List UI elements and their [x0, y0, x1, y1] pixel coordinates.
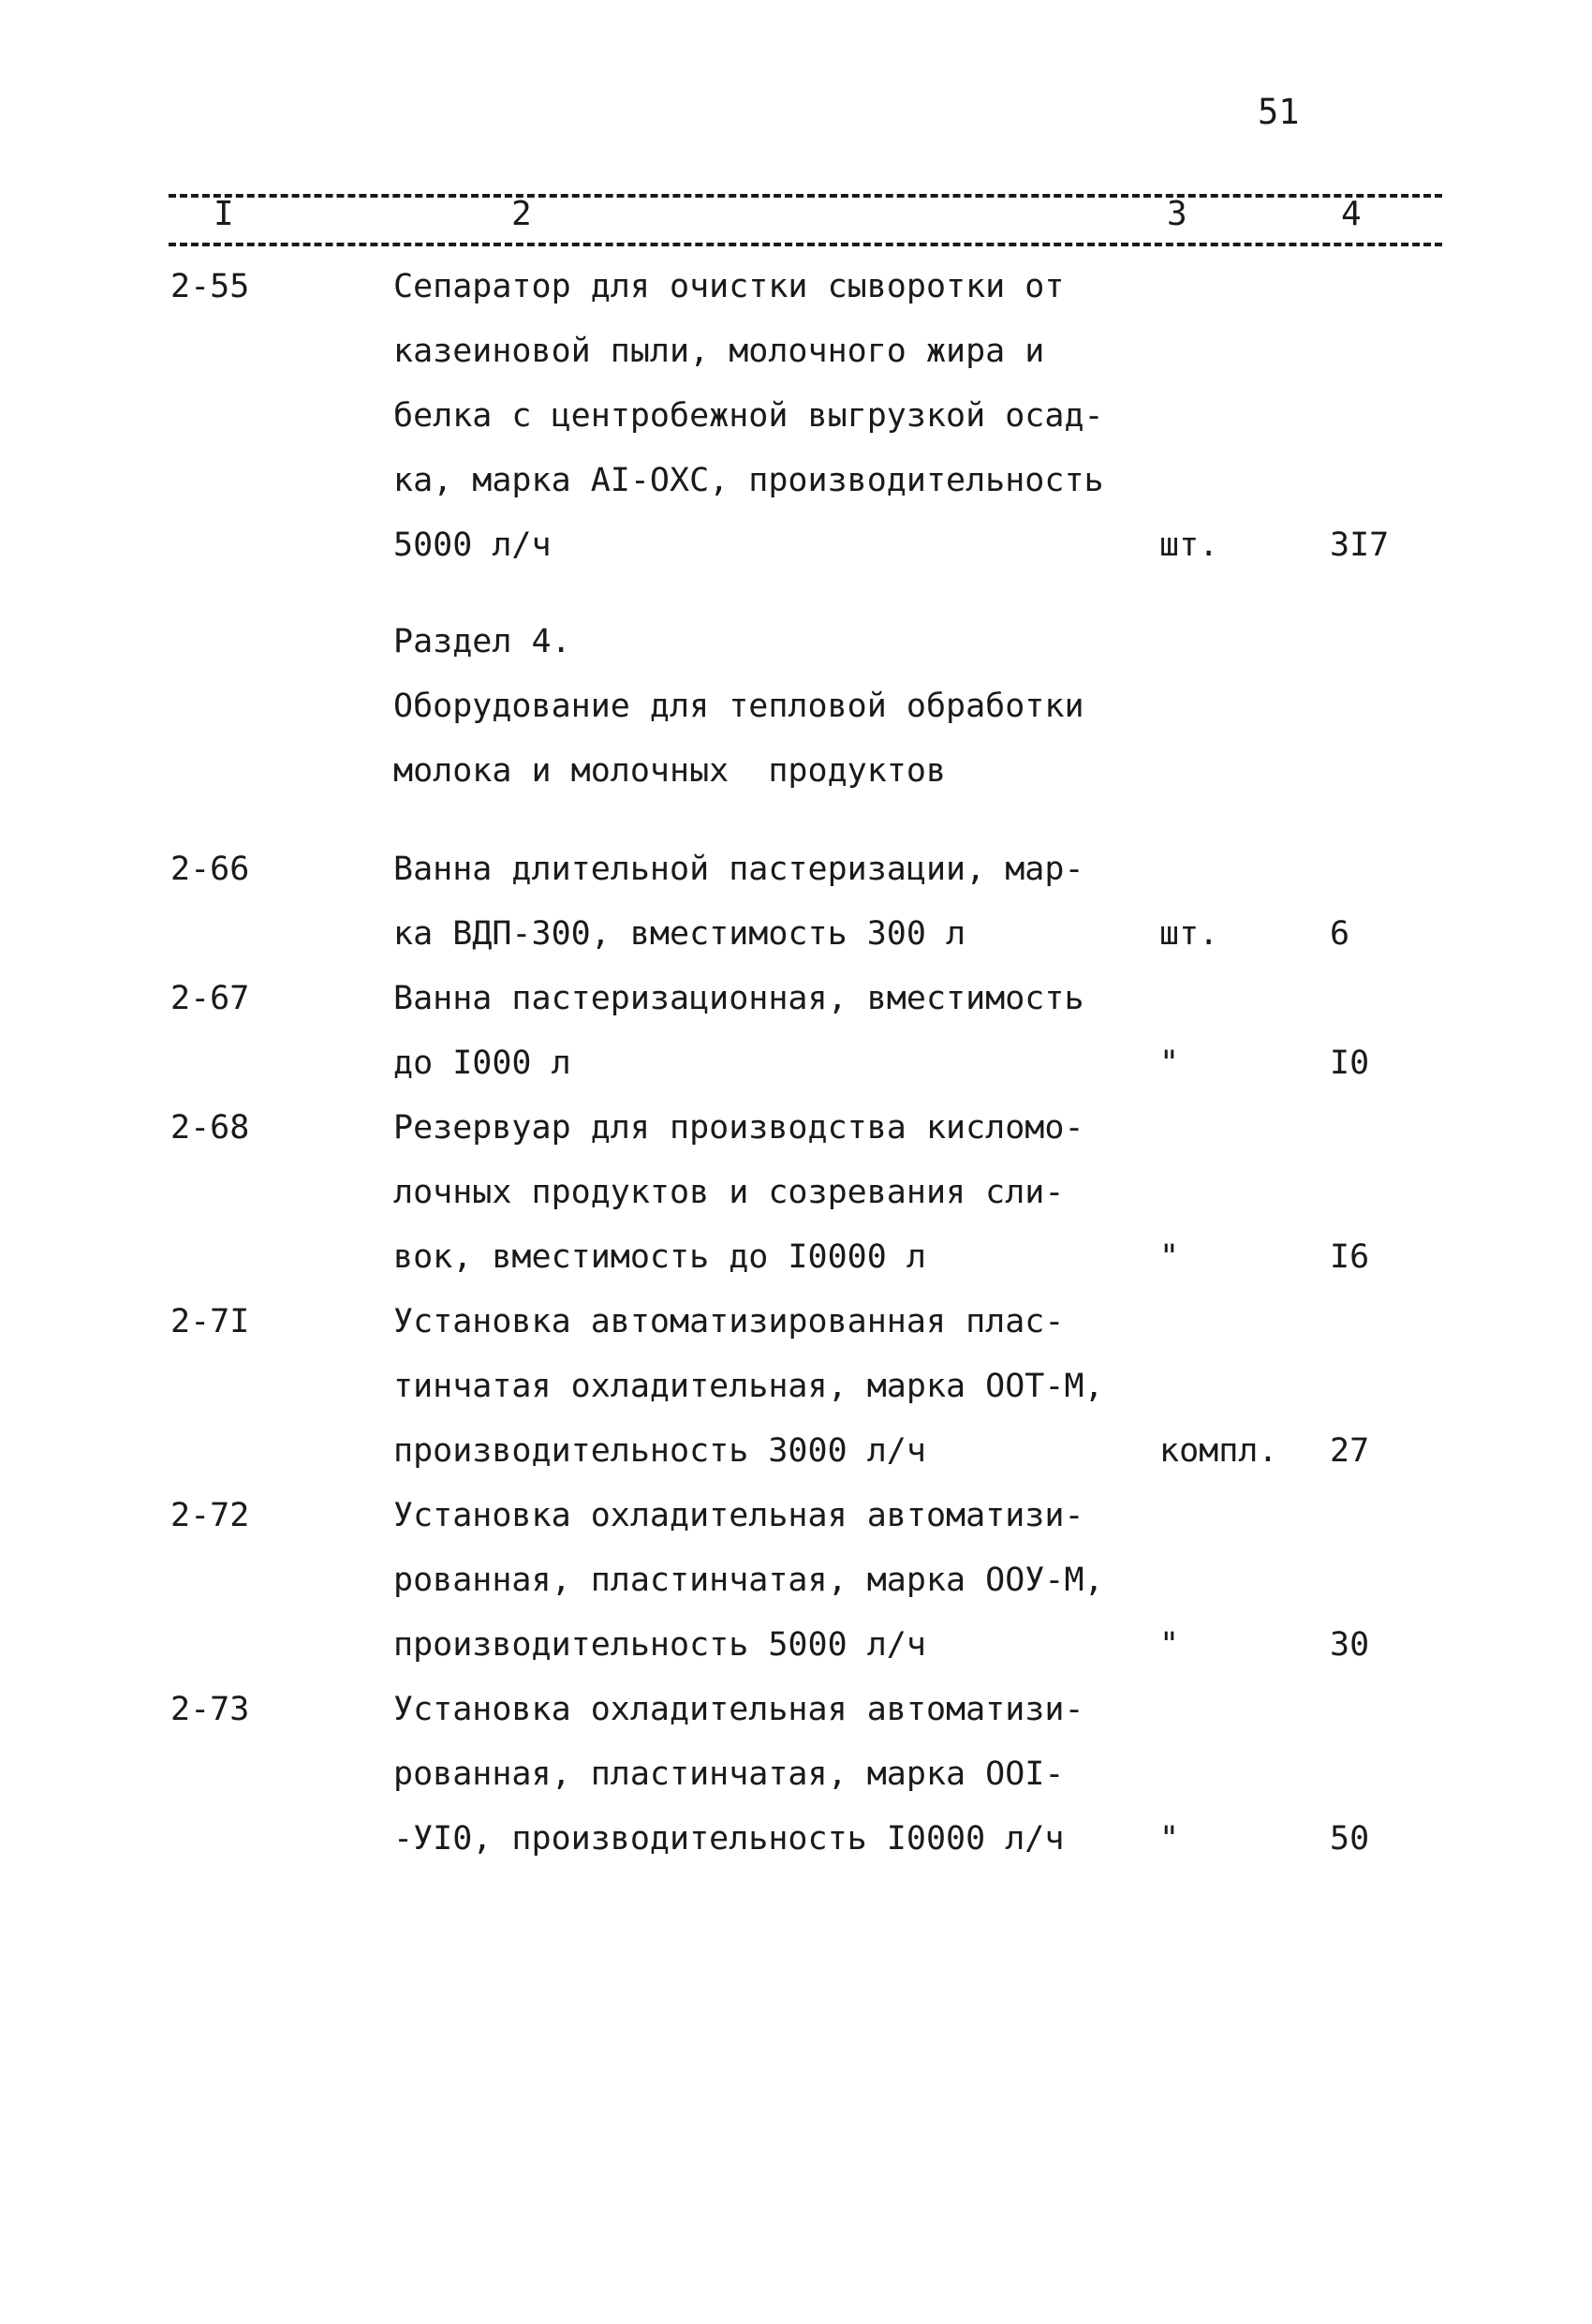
item-quantity: 30 — [1330, 1626, 1370, 1664]
item-code: 2-73 — [170, 1691, 250, 1728]
item-code: 2-72 — [170, 1497, 250, 1534]
item-unit: шт. — [1159, 915, 1219, 953]
item-unit: " — [1159, 1238, 1180, 1276]
item-description-line: белка с центробежной выгрузкой осад- — [393, 397, 1104, 435]
item-code: 2-55 — [170, 268, 250, 305]
item-unit: " — [1159, 1820, 1180, 1858]
item-quantity: I0 — [1330, 1044, 1370, 1082]
item-description-line: лочных продуктов и созревания сли- — [393, 1174, 1065, 1211]
item-unit: " — [1159, 1044, 1180, 1082]
item-description-line: 5000 л/ч — [393, 526, 552, 564]
item-description-line: ка, марка АI-ОХС, производительность — [393, 462, 1104, 499]
column-header-2: 2 — [511, 195, 532, 233]
item-unit: " — [1159, 1626, 1180, 1664]
column-header-1: I — [214, 195, 234, 233]
item-quantity: I6 — [1330, 1238, 1370, 1276]
item-code: 2-68 — [170, 1109, 250, 1147]
item-code: 2-66 — [170, 851, 250, 888]
section-subtitle-line: молока и молочных продуктов — [393, 752, 947, 790]
table-header-bottom-rule — [169, 243, 1442, 246]
item-description-line: тинчатая охладительная, марка ООТ-М, — [393, 1368, 1104, 1405]
item-description-line: производительность 5000 л/ч — [393, 1626, 926, 1664]
section-title: Раздел 4. — [393, 623, 571, 660]
item-quantity: 6 — [1330, 915, 1350, 953]
item-unit: шт. — [1159, 526, 1219, 564]
column-header-4: 4 — [1341, 195, 1362, 233]
item-description-line: -УI0, производительность I0000 л/ч — [393, 1820, 1065, 1858]
item-description-line: до I000 л — [393, 1044, 571, 1082]
item-description-line: ка ВДП-300, вместимость 300 л — [393, 915, 966, 953]
item-quantity: 50 — [1330, 1820, 1370, 1858]
item-description-line: Ванна пастеризационная, вместимость — [393, 980, 1084, 1017]
item-description-line: Установка охладительная автоматизи- — [393, 1497, 1084, 1534]
item-description-line: Установка автоматизированная плас- — [393, 1303, 1065, 1340]
item-unit: компл. — [1159, 1432, 1278, 1470]
table-header-top-rule — [169, 194, 1442, 198]
item-description-line: Резервуар для производства кисломо- — [393, 1109, 1084, 1147]
item-description-line: рованная, пластинчатая, марка ООУ-М, — [393, 1562, 1104, 1599]
item-code: 2-67 — [170, 980, 250, 1017]
page-number: 51 — [1258, 92, 1300, 132]
item-description-line: рованная, пластинчатая, марка ООI- — [393, 1755, 1065, 1793]
item-description-line: Сепаратор для очистки сыворотки от — [393, 268, 1065, 305]
item-description-line: производительность 3000 л/ч — [393, 1432, 926, 1470]
item-quantity: 27 — [1330, 1432, 1370, 1470]
item-description-line: вок, вместимость до I0000 л — [393, 1238, 926, 1276]
item-code: 2-7I — [170, 1303, 250, 1340]
column-header-3: 3 — [1167, 195, 1187, 233]
item-quantity: 3I7 — [1330, 526, 1390, 564]
item-description-line: Ванна длительной пастеризации, мар- — [393, 851, 1084, 888]
item-description-line: Установка охладительная автоматизи- — [393, 1691, 1084, 1728]
item-description-line: казеиновой пыли, молочного жира и — [393, 333, 1045, 370]
section-subtitle-line: Оборудование для тепловой обработки — [393, 688, 1084, 725]
